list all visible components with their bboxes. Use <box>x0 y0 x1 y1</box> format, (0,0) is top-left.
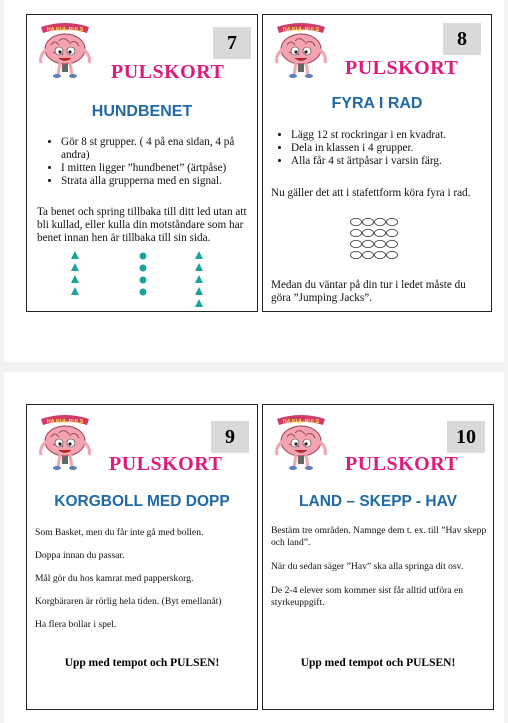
card-paragraphs <box>35 527 253 631</box>
card-call-to-action: Upp med tempot och PULSEN! <box>300 657 456 669</box>
brain-mascot-logo <box>33 409 97 473</box>
page-top <box>4 0 504 362</box>
paragraph: Doppa innan du passar. <box>35 550 125 561</box>
paragraph: Som Basket, men du får inte gå med bollen. <box>35 527 204 538</box>
rule-item: • Dela in klassen i 4 grupper. <box>291 142 485 155</box>
card-title: KORGBOLL MED DOPP <box>54 493 230 510</box>
paragraph: De 2-4 elever som kommer sist får alltid utföra en styrkeuppgift. <box>271 585 464 608</box>
rule-item: • Lägg 12 st rockringar i en kvadrat. <box>291 129 485 142</box>
paragraph: Bestäm tre områden. Namnge dem t. ex. till ”Hav skepp och land”. <box>271 525 487 548</box>
card-number: 8 <box>443 23 481 55</box>
rule-item: • I mitten ligger ”hundbenet” (ärtpåse) <box>61 162 249 175</box>
card-heading: PULSKORT <box>111 61 225 83</box>
card-hundbenet <box>26 14 258 312</box>
rule-item: • Strata alla grupperna med en signal. <box>61 175 249 188</box>
card-fyra-i-rad <box>262 14 492 312</box>
card-heading: PULSKORT <box>345 453 459 475</box>
card-number: 9 <box>211 421 249 453</box>
card-korgboll-med-dopp <box>26 404 258 710</box>
rule-item: • Alla får 4 st ärtpåsar i varsin färg. <box>291 155 485 168</box>
card-body: Nu gäller det att i stafettform köra fyra i rad. <box>271 187 471 199</box>
card-body: Ta benet och spring tillbaka till ditt led utan att bli kullad, eller kulla din motståndare som har benet innan hen är tillbaka till sin sida. <box>37 206 247 244</box>
rules-list <box>273 129 485 168</box>
rules-list <box>43 136 249 188</box>
card-title: HUNDBENET <box>91 103 193 120</box>
paragraph: Korgbäraren är rörlig hela tiden. (Byt emellanåt) <box>35 596 222 607</box>
hoop-grid-diagram <box>349 217 409 261</box>
card-paragraphs <box>271 525 489 609</box>
page-bottom <box>4 372 504 723</box>
card-heading: PULSKORT <box>345 57 459 79</box>
paragraph: Mål gör du hos kamrat med papperskorg. <box>35 573 194 584</box>
card-number: 10 <box>447 421 485 453</box>
card-title: FYRA I RAD <box>331 95 423 112</box>
brain-mascot-logo <box>269 409 333 473</box>
brain-mascot-logo <box>33 17 97 81</box>
paragraph: Ha flera bollar i spel. <box>35 619 117 630</box>
card-footer-text: Medan du väntar på din tur i ledet måste du göra ”Jumping Jacks”. <box>271 279 466 304</box>
card-land-skepp-hav <box>262 404 494 710</box>
card-title: LAND – SKEPP - HAV <box>299 493 457 510</box>
paragraph: När du sedan säger ”Hav” ska alla springa dit osv. <box>271 561 464 572</box>
card-number: 7 <box>213 27 251 59</box>
rule-item: • Gör 8 st grupper. ( 4 på ena sidan, 4 på andra) <box>61 136 249 162</box>
group-formation-diagram <box>27 249 259 313</box>
card-heading: PULSKORT <box>109 453 223 475</box>
brain-mascot-logo <box>269 17 333 81</box>
card-call-to-action: Upp med tempot och PULSEN! <box>64 657 220 669</box>
